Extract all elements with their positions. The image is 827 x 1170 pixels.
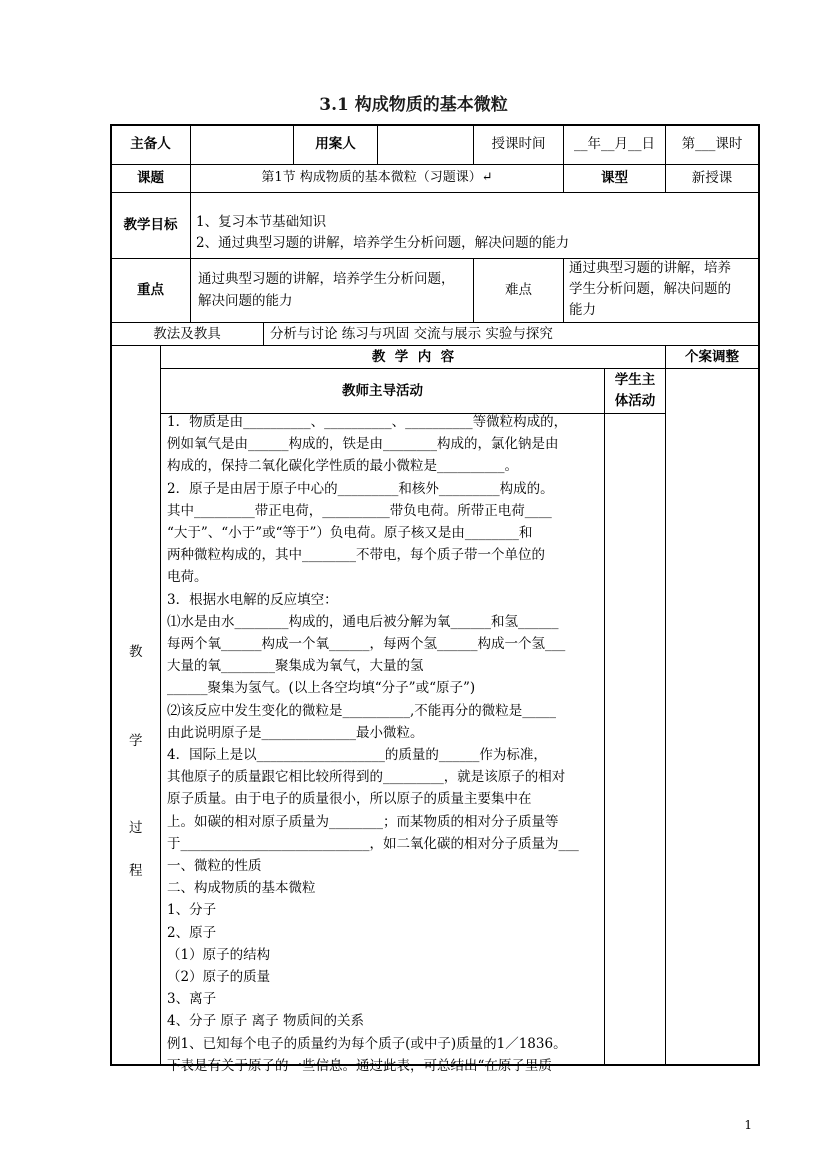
- content-line: 3．根据水电解的反应填空：: [167, 591, 338, 608]
- content-line: 构成的，保持二氧化碳化学性质的最小微粒是__________。: [167, 458, 518, 475]
- period-field[interactable]: 第___课时: [681, 136, 743, 153]
- difficulty-text: [569, 258, 731, 321]
- key-points-label: 重点: [137, 282, 164, 299]
- content-line: 1、分子: [167, 902, 217, 919]
- document-title: 3.1 构成物质的基本微粒: [319, 95, 508, 115]
- content-line: 其中_________带正电荷，__________带负电荷。所带正电荷____: [167, 502, 552, 519]
- preparer-label: 主备人: [130, 136, 171, 153]
- student-header-line: 学生主: [614, 372, 656, 388]
- methods-value: 分析与讨论 练习与巩固 交流与展示 实验与探究: [270, 325, 553, 342]
- content-line: 两种微粒构成的，其中________不带电，每个质子带一个单位的: [167, 547, 545, 564]
- content-line: 二、构成物质的基本微粒: [167, 880, 316, 897]
- topic-value: 第1节 构成物质的基本微粒（习题课）↵: [261, 170, 493, 186]
- teacher-header: 教师主导活动: [342, 382, 423, 399]
- content-line: 1．物质是由__________、__________、__________等微粒构成的，: [167, 414, 568, 430]
- content-line: 4．国际上是以___________________的质量的______作为标准，: [167, 747, 547, 764]
- side-char: 过: [129, 820, 143, 836]
- goals-label: 教学目标: [123, 217, 178, 234]
- methods-label: 教法及教具: [153, 325, 221, 342]
- content-line: ⑴水是由水________构成的，通电后被分解为氧______和氢______: [167, 613, 559, 630]
- content-header: 教 学 内 容: [371, 348, 455, 365]
- content-line: 2．原子是由居于原子中心的_________和核外_________构成的。: [167, 480, 554, 497]
- content-line: 例如氧气是由______构成的，铁是由________构成的，氯化钠是由: [167, 436, 559, 453]
- user-label: 用案人: [315, 136, 356, 153]
- user-value[interactable]: [378, 125, 473, 164]
- content-line: （1）原子的结构: [167, 946, 271, 963]
- content-line: 下表是有关于原子的一些信息。通过此表，可总结出“在原子里质: [167, 1057, 552, 1074]
- side-char: 程: [129, 863, 143, 879]
- content-line: 一、微粒的性质: [167, 858, 262, 875]
- key-points-text: [198, 268, 455, 312]
- key-points-line: 通过典型习题的讲解，培养学生分析问题，: [198, 271, 455, 287]
- time-label: 授课时间: [491, 136, 546, 153]
- content-line: 原子质量。由于电子的质量很小，所以原子的质量主要集中在: [167, 791, 532, 808]
- goals-list: [196, 212, 569, 254]
- goal-item: 1、复习本节基础知识: [196, 214, 327, 230]
- lesson-type-value: 新授课: [691, 170, 733, 187]
- date-field[interactable]: __年__月__日: [574, 136, 655, 153]
- content-line: 其他原子的质量跟它相比较所得到的_________，就是该原子的相对: [167, 769, 566, 786]
- preparer-value[interactable]: [191, 125, 293, 164]
- content-line: （2）原子的质量: [167, 969, 271, 986]
- content-line: 2、原子: [167, 924, 217, 941]
- student-header-line: 体活动: [614, 393, 656, 409]
- side-char: 教: [129, 644, 143, 660]
- adjust-header: 个案调整: [685, 348, 739, 365]
- teacher-activity-content: [167, 411, 599, 1077]
- side-char: 学: [129, 733, 143, 749]
- student-header: [605, 370, 665, 412]
- key-points-line: 解决问题的能力: [198, 293, 293, 309]
- content-line: 上。如碳的相对原子质量为________；而某物质的相对分子质量等: [167, 813, 559, 830]
- page-number: 1: [744, 1118, 752, 1132]
- content-line: 每两个氧______构成一个氧______，每两个氢______构成一个氢___: [167, 636, 566, 653]
- lesson-type-label: 课型: [601, 170, 628, 187]
- content-line: 3、离子: [167, 991, 217, 1008]
- difficulty-line: 能力: [569, 302, 596, 318]
- difficulty-line: 通过典型习题的讲解，培养: [569, 260, 731, 276]
- topic-label: 课题: [137, 170, 164, 187]
- content-line: 4、分子 原子 离子 物质间的关系: [167, 1013, 364, 1030]
- content-line: 电荷。: [167, 569, 208, 586]
- content-line: 于____________________________，如二氧化碳的相对分子质量为___: [167, 835, 579, 852]
- content-line: 大量的氧________聚集成为氧气，大量的氢: [167, 658, 424, 675]
- goal-item: 2、通过典型习题的讲解，培养学生分析问题，解决问题的能力: [196, 235, 570, 251]
- difficulty-label: 难点: [505, 282, 532, 299]
- content-line: ⑵该反应中发生变化的微粒是__________,不能再分的微粒是_____: [167, 702, 557, 719]
- difficulty-line: 学生分析问题，解决问题的: [569, 281, 731, 297]
- content-line: “大于”、“小于”或“等于”）负电荷。原子核又是由________和: [167, 525, 533, 542]
- content-line: 由此说明原子是______________最小微粒。: [167, 724, 424, 741]
- content-line: 例1、已知每个电子的质量约为每个质子(或中子)质量的1／1836。: [167, 1035, 567, 1052]
- content-line: ______聚集为氢气。(以上各空均填“分子”或“原子”): [167, 680, 476, 697]
